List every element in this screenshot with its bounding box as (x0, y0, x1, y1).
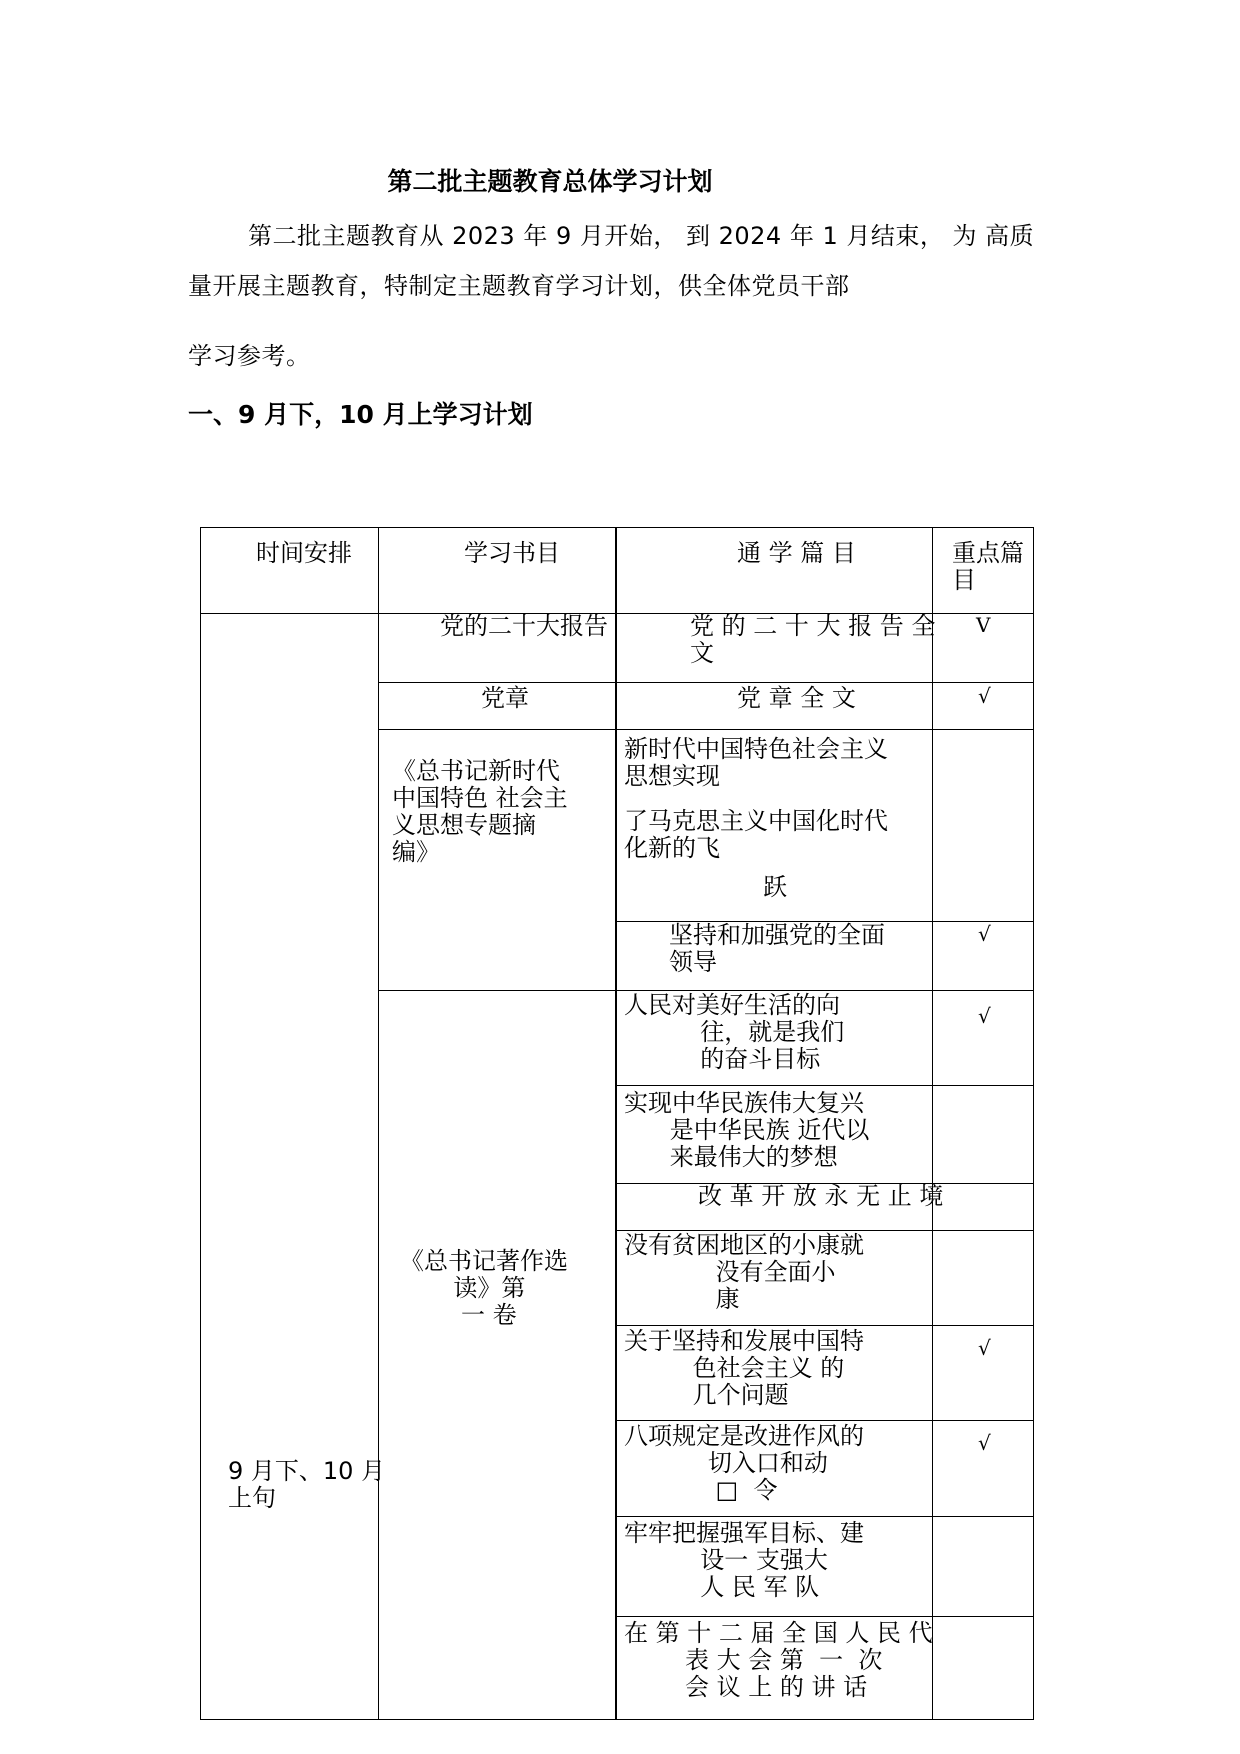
intro-line-2: 量开展主题教育，特制定主题教育学习计划，供全体党员干部 (188, 272, 850, 300)
section-heading-1: 一、9 月下，10 月上学习计划 (188, 400, 533, 429)
book-selected-works: 《总书记著作选 读》第 一 卷 (400, 1247, 568, 1329)
article-1: 党 的 二 十 大 报 告 全 文 (690, 612, 936, 667)
article-3c: 跃 (763, 873, 787, 901)
key-mark-10: √ (978, 1431, 991, 1455)
article-11: 牢牢把握强军目标、建 设一 支强大 人 民 军 队 (624, 1519, 864, 1601)
article-4: 坚持和加强党的全面 领导 (669, 921, 885, 976)
article-5: 人民对美好生活的向 往，就是我们 的奋斗目标 (624, 991, 845, 1073)
key-mark-2: √ (978, 684, 991, 708)
header-book: 学习书目 (464, 539, 560, 567)
header-key: 重点篇 目 (952, 539, 1024, 594)
article-9: 关于坚持和发展中国特 色社会主义 的 几个问题 (624, 1327, 864, 1409)
article-8: 没有贫困地区的小康就 没有全面小 康 (624, 1231, 864, 1313)
time-value: 9 月下、10 月 上句 (228, 1457, 386, 1512)
book-excerpts: 《总书记新时代 中国特色 社会主 义思想专题摘 编》 (392, 757, 568, 866)
article-3b: 了马克思主义中国化时代 化新的飞 (624, 807, 888, 862)
key-mark-9: √ (978, 1336, 991, 1360)
header-time: 时间安排 (256, 539, 352, 567)
article-2: 党 章 全 文 (737, 684, 856, 712)
book-constitution: 党章 (481, 684, 529, 712)
document-title: 第二批主题教育总体学习计划 (387, 167, 713, 196)
article-7: 改 革 开 放 永 无 止 境 (698, 1182, 944, 1210)
key-mark-1: V (976, 613, 991, 637)
article-6: 实现中华民族伟大复兴 是中华民族 近代以 来最伟大的梦想 (624, 1089, 870, 1171)
article-10: 八项规定是改进作风的 切入口和动 □ 令 (624, 1422, 864, 1504)
key-mark-5: √ (978, 1004, 991, 1028)
book-report: 党的二十大报告 (440, 612, 608, 640)
header-articles: 通 学 篇 目 (737, 539, 856, 567)
article-12: 在 第 十 二 届 全 国 人 民 代 表 大 会 第 一 次 会 议 上 的 讲 话 (624, 1619, 933, 1701)
article-3a: 新时代中国特色社会主义 思想实现 (624, 735, 888, 790)
key-mark-4: √ (978, 922, 991, 946)
intro-line-3: 学习参考。 (188, 342, 311, 370)
intro-line-1: 第二批主题教育从 2023 年 9 月开始， 到 2024 年 1 月结束， 为 高质 (248, 222, 1035, 250)
